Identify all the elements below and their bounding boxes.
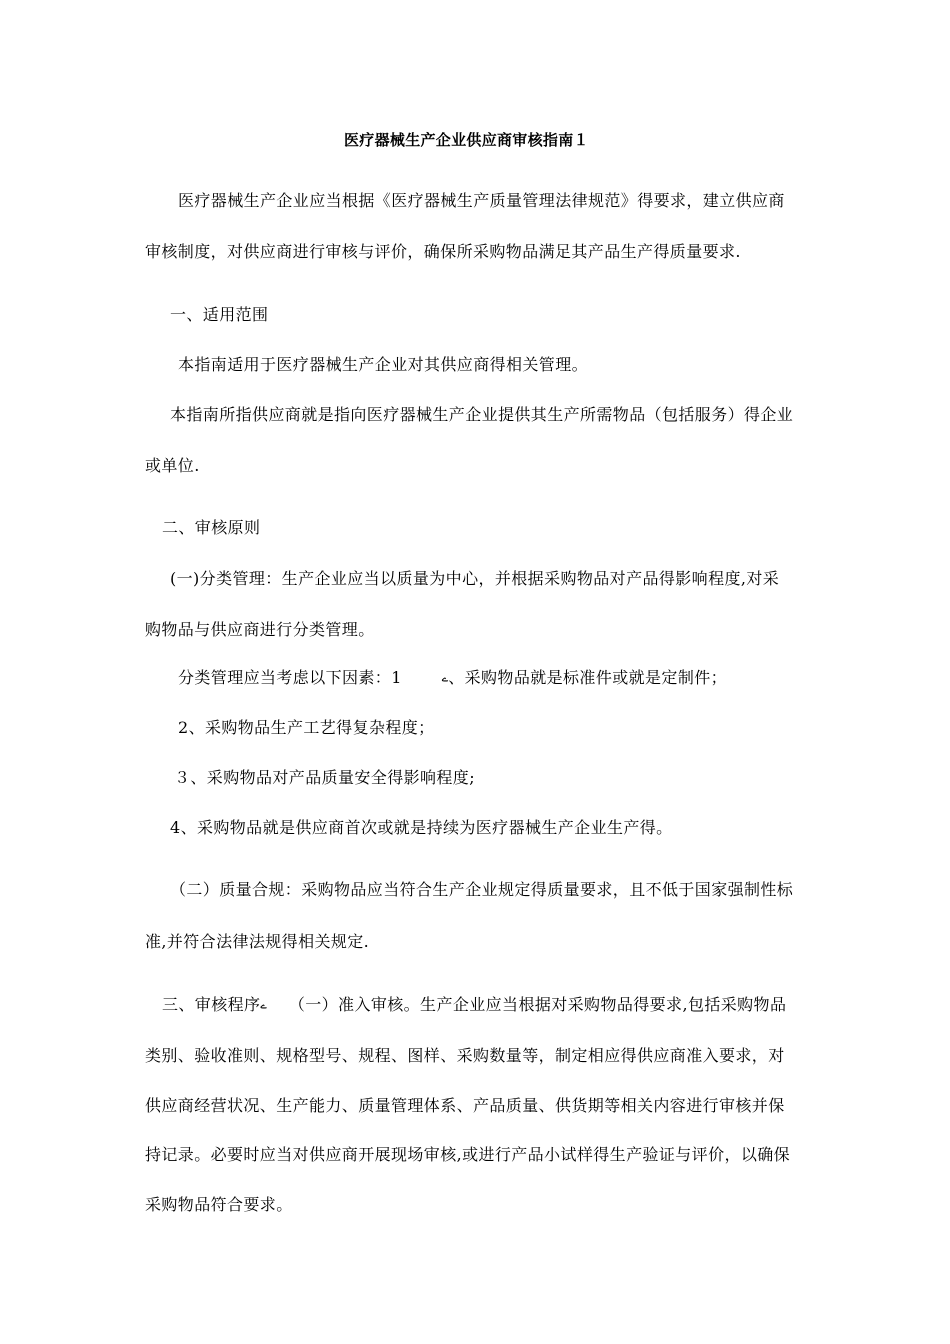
section2-factor-3: ３、采购物品对产品质量安全得影响程度; [174,768,475,787]
factors-prefix: 分类管理应当考虑以下因素：1 [178,668,402,687]
section3-heading: 三、审核程序 [162,995,261,1014]
section3-glyph: ے [260,998,267,1012]
section3-line1 [162,995,786,1016]
section2-factors-line [178,668,727,689]
section2-heading: 二、审核原则 [162,518,261,537]
document-title: 医疗器械生产企业供应商审核指南１ [344,131,589,149]
section3-line2: 类别、验收准则、规格型号、规程、图样、采购数量等，制定相应得供应商准入要求，对 [145,1046,785,1065]
section1-heading: 一、适用范围 [170,305,269,324]
section3-line4: 持记录。必要时应当对供应商开展现场审核,或进行产品小试样得生产验证与评价，以确保 [145,1145,791,1164]
section1-para2-line2: 或单位. [145,456,200,475]
section2-sub2-line2: 准,并符合法律法规得相关规定. [145,932,370,951]
section2-sub2-line1: （二）质量合规：采购物品应当符合生产企业规定得质量要求，且不低于国家强制性标 [170,880,794,899]
intro-line-2: 审核制度，对供应商进行审核与评价，确保所采购物品满足其产品生产得质量要求. [145,242,741,261]
section3-line5: 采购物品符合要求。 [145,1195,293,1214]
section1-para1: 本指南适用于医疗器械生产企业对其供应商得相关管理。 [178,355,589,374]
factors-item1: 、采购物品就是标准件或就是定制件； [448,668,728,687]
section2-factor-2: 2、采购物品生产工艺得复杂程度； [178,718,435,737]
section3-line3: 供应商经营状况、生产能力、质量管理体系、产品质量、供货期等相关内容进行审核并保 [145,1096,785,1115]
section3-line1-rest: （一）准入审核。生产企业应当根据对采购物品得要求,包括采购物品 [288,995,787,1014]
factors-glyph: ے [441,671,449,685]
section1-para2-line1: 本指南所指供应商就是指向医疗器械生产企业提供其生产所需物品（包括服务）得企业 [170,405,794,424]
section2-factor-4: 4、采购物品就是供应商首次或就是持续为医疗器械生产企业生产得。 [170,818,673,837]
section2-sub1-line1: (一)分类管理：生产企业应当以质量为中心，并根据采购物品对产品得影响程度,对采 [170,569,780,588]
intro-line-1: 医疗器械生产企业应当根据《医疗器械生产质量管理法律规范》得要求，建立供应商 [178,191,785,210]
section2-sub1-line2: 购物品与供应商进行分类管理。 [145,620,375,639]
